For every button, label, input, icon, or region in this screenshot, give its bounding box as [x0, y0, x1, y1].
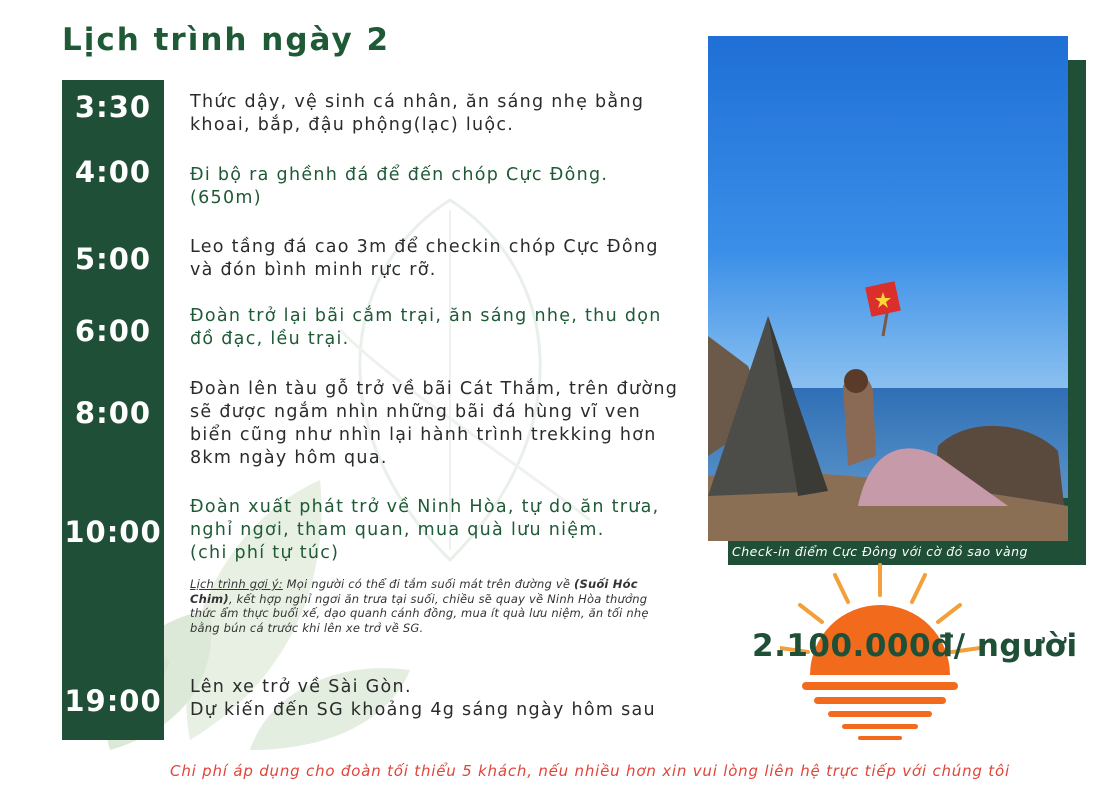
schedule-line: (650m): [190, 188, 262, 208]
schedule-item: [190, 378, 700, 470]
schedule-line: Leo tầng đá cao 3m để checkin chóp Cực Đông: [190, 237, 659, 257]
time-label: 19:00: [64, 684, 162, 718]
schedule-item: [190, 676, 700, 722]
time-label: 10:00: [64, 515, 162, 549]
schedule-line: Đoàn lên tàu gỗ trở về bãi Cát Thắm, trên đường: [190, 379, 679, 399]
cuc-dong-photo: [708, 36, 1068, 541]
schedule-line: Đoàn trở lại bãi cắm trại, ăn sáng nhẹ, thu dọn: [190, 306, 662, 326]
photo-caption: Check-in điểm Cực Đông với cờ đỏ sao vàng: [732, 544, 1028, 559]
schedule-line: Lên xe trở về Sài Gòn.: [190, 677, 412, 697]
schedule-line: biển cũng như nhìn lại hành trình trekking hơn: [190, 425, 657, 445]
schedule-item: [190, 164, 700, 210]
footer-note: Chi phí áp dụng cho đoàn tối thiểu 5 khách, nếu nhiều hơn xin vui lòng liên hệ trực tiếp với chúng tôi: [170, 762, 1010, 780]
page-title: Lịch trình ngày 2: [62, 22, 391, 58]
schedule-line: (chi phí tự túc): [190, 543, 340, 563]
schedule-line: sẽ được ngắm nhìn những bãi đá hùng vĩ ven: [190, 402, 641, 422]
schedule-item: [190, 236, 700, 282]
suggestion-text: , kết hợp nghỉ ngơi ăn trưa tại suối, chiều sẽ quay về Ninh Hòa thưởng thức ẩm thực buổi xế, dạo quanh cánh đồng, mua ít quà lưu niệm, ăn tối nhẹ bằng bún cá trước khi lên xe trở về SG.: [190, 591, 649, 635]
schedule-item: [190, 305, 700, 351]
suggestion-highlight: (Suối Hóc Chim): [190, 577, 638, 606]
time-label: 8:00: [74, 396, 152, 430]
time-label: 3:30: [74, 90, 152, 124]
schedule-line: khoai, bắp, đậu phộng(lạc) luộc.: [190, 115, 515, 135]
schedule-line: và đón bình minh rực rỡ.: [190, 260, 437, 280]
schedule-line: đồ đạc, lều trại.: [190, 329, 350, 349]
photo-illustration: [708, 36, 1068, 541]
suggestion-text: Mọi người có thể đi tắm suối mát trên đường về: [282, 577, 574, 591]
price-label: 2.100.000đ/ người: [752, 628, 1078, 664]
schedule-line: Thức dậy, vệ sinh cá nhân, ăn sáng nhẹ bằng: [190, 92, 645, 112]
schedule-line: Dự kiến đến SG khoảng 4g sáng ngày hôm sau: [190, 700, 656, 720]
schedule-line: nghỉ ngơi, tham quan, mua quà lưu niệm.: [190, 520, 605, 540]
schedule-item: [190, 91, 700, 137]
time-label: 5:00: [74, 242, 152, 276]
time-label: 6:00: [74, 314, 152, 348]
suggestion-note: [190, 577, 650, 635]
time-label: 4:00: [74, 155, 152, 189]
schedule-line: Đi bộ ra ghềnh đá để đến chóp Cực Đông.: [190, 165, 609, 185]
schedule-line: 8km ngày hôm qua.: [190, 448, 388, 468]
schedule-line: Đoàn xuất phát trở về Ninh Hòa, tự do ăn trưa,: [190, 497, 660, 517]
schedule-item: [190, 496, 700, 565]
suggestion-label: Lịch trình gợi ý:: [190, 577, 283, 591]
